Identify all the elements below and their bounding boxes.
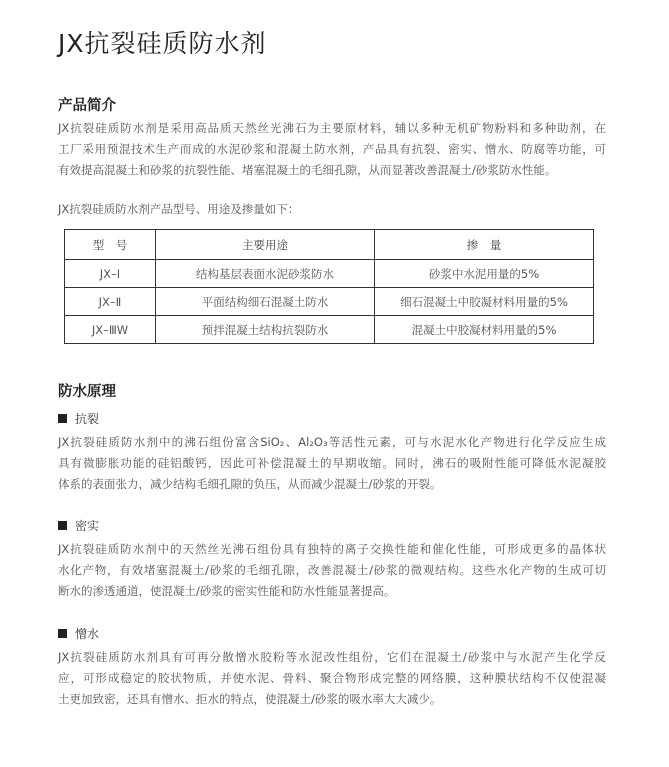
dense-paragraph [58,539,606,602]
column-header-usage: 主要用途 [156,230,375,260]
cell-model: JX–Ⅱ [65,288,156,316]
section-title-hydrophobic [58,625,99,642]
intro-line: 工厂采用预混技术生产而成的水泥砂浆和混凝土防水剂，产品具有抗裂、密实、憎水、防腐等功能，可 [58,142,606,156]
table-caption-text: JX抗裂硅质防水剂产品型号、用途及掺量如下： [58,202,300,216]
table-caption [58,199,606,220]
paragraph-line: 水化产物，有效堵塞混凝土/砂浆的毛细孔隙，改善混凝土/砂浆的微观结构。这些水化产物的生成可切 [58,563,606,577]
paragraph-line: JX抗裂硅质防水剂具有可再分散憎水胶粉等水泥改性组份，它们在混凝土/砂浆中与水泥产生化学反 [58,650,606,664]
paragraph-line: 应，可形成稳定的胶状物质，并使水泥、骨料、聚合物形成完整的网络膜，这种膜状结构不仅使混凝 [58,671,606,685]
square-bullet-icon [58,521,67,530]
cell-usage: 预拌混凝土结构抗裂防水 [156,316,375,344]
section-title-dense [58,517,99,534]
cell-dosage: 砂浆中水泥用量的5% [375,260,594,288]
cell-dosage: 细石混凝土中胶凝材料用量的5% [375,288,594,316]
section-title-anticrack [58,410,99,427]
paragraph-line: 断水的渗透通道，使混凝土/砂浆的密实性能和防水性能显著提高。 [58,584,396,598]
paragraph-line: JX抗裂硅质防水剂中的沸石组份富含SiO₂、Al₂O₃等活性元素，可与水泥水化产物进行化学反应生成 [58,435,606,449]
spec-table [64,229,594,344]
section-title-text: 憎水 [75,627,100,641]
square-bullet-icon [58,414,67,423]
intro-paragraph [58,118,606,181]
cell-model: JX–Ⅰ [65,260,156,288]
principle-heading: 防水原理 [58,384,116,400]
column-header-dosage: 掺 量 [375,230,594,260]
table-row [65,288,594,316]
paragraph-line: JX抗裂硅质防水剂中的天然丝光沸石组份具有独特的离子交换性能和催化性能，可形成更多的晶体状 [58,542,606,556]
table-row [65,260,594,288]
square-bullet-icon [58,629,67,638]
intro-line: JX抗裂硅质防水剂是采用高品质天然丝光沸石为主要原材料，辅以多种无机矿物粉料和多种助剂，在 [58,121,606,135]
section-title-text: 抗裂 [75,412,100,426]
intro-line: 有效提高混凝土和砂浆的抗裂性能、堵塞混凝土的毛细孔隙，从而显著改善混凝土/砂浆防水性能。 [58,163,557,177]
paragraph-line: 体系的表面张力，减少结构毛细孔隙的负压，从而减少混凝土/砂浆的开裂。 [58,477,442,491]
anticrack-paragraph [58,432,606,495]
page-title: JX抗裂硅质防水剂 [58,29,267,58]
table-row [65,316,594,344]
section-title-text: 密实 [75,519,100,533]
table-header-row [65,230,594,260]
column-header-model: 型 号 [65,230,156,260]
intro-heading: 产品简介 [58,98,116,114]
cell-usage: 平面结构细石混凝土防水 [156,288,375,316]
cell-usage: 结构基层表面水泥砂浆防水 [156,260,375,288]
paragraph-line: 土更加致密，还具有憎水、拒水的特点，使混凝土/砂浆的吸水率大大减少。 [58,692,442,706]
cell-dosage: 混凝土中胶凝材料用量的5% [375,316,594,344]
hydrophobic-paragraph [58,647,606,710]
paragraph-line: 具有微膨胀功能的硅铝酸钙，因此可补偿混凝土的早期收缩。同时，沸石的吸附性能可降低水泥凝胶 [58,456,606,470]
cell-model: JX–ⅢW [65,316,156,344]
